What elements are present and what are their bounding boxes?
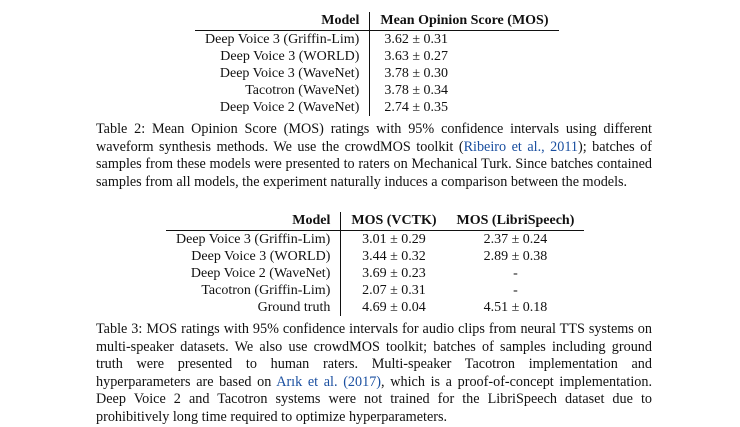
column-header-model: Model [166,212,341,231]
model-cell: Deep Voice 3 (WaveNet) [195,65,370,82]
mos-vctk-cell: 2.07 ± 0.31 [362,283,426,298]
mos-librispeech-cell: - [513,266,518,281]
model-cell: Tacotron (Griffin-Lim) [166,282,341,299]
table-row [195,48,559,65]
table-header-row [166,212,584,231]
column-header-mos: Mean Opinion Score (MOS) [370,12,559,31]
mos-cell: 3.62 ± 0.31 [384,32,449,47]
mos-vctk-cell: 4.69 ± 0.04 [362,300,426,315]
citation-link-ribeiro[interactable]: Ribeiro et al., 2011 [463,138,578,155]
mos-cell: 3.78 ± 0.34 [384,83,449,98]
table-3-caption [96,321,652,427]
model-cell: Deep Voice 3 (WORLD) [195,48,370,65]
table-row [166,282,584,299]
column-header-mos-vctk: MOS (VCTK) [341,212,447,231]
mos-cell: 3.78 ± 0.30 [384,66,449,81]
column-header-mos-librispeech: MOS (LibriSpeech) [447,212,585,231]
table-row [195,65,559,82]
model-cell: Deep Voice 3 (Griffin-Lim) [166,231,341,249]
table-row [195,82,559,99]
table-row [166,265,584,282]
table-header-row [195,12,559,31]
mos-librispeech-cell: 2.89 ± 0.38 [483,249,548,264]
mos-cell: 2.74 ± 0.35 [384,100,449,115]
model-cell: Deep Voice 2 (WaveNet) [195,99,370,116]
table-row [166,248,584,265]
caption-text: Table 2: Mean Opinion Score (MOS) ratings with 95% confidence intervals using different waveform synthesis methods. We use the crowdMOS toolkit ( [96,121,652,155]
mos-cell: 3.63 ± 0.27 [384,49,449,64]
model-cell: Ground truth [166,299,341,316]
table-2-caption [96,121,652,191]
mos-librispeech-cell: 4.51 ± 0.18 [483,300,548,315]
model-cell: Deep Voice 3 (Griffin-Lim) [195,31,370,49]
citation-link-arik[interactable]: Arık et al. (2017) [276,373,382,390]
caption-text: ); batches of samples from these models were presented to raters on Mechanical Turk. Since batches contained samples from all models, the experiment naturally induces a comparison between the models. [96,138,652,190]
mos-librispeech-cell: - [513,283,518,298]
mos-waveform-table [195,12,559,116]
mos-vctk-cell: 3.01 ± 0.29 [362,232,426,247]
mos-librispeech-cell: 2.37 ± 0.24 [483,232,548,247]
model-cell: Deep Voice 2 (WaveNet) [166,265,341,282]
model-cell: Deep Voice 3 (WORLD) [166,248,341,265]
table-row [195,31,559,49]
caption-text: Table 3: MOS ratings with 95% confidence intervals for audio clips from neural TTS systems on multi-speaker datasets. We also use crowdMOS toolkit; batches of samples including ground truth were presented to human raters. Multi-speaker Tacotron implementation and hyperparameters are based on [96,321,652,390]
table-row [166,299,584,316]
table-row [195,99,559,116]
column-header-model: Model [195,12,370,31]
table-row [166,231,584,249]
mos-vctk-cell: 3.69 ± 0.23 [362,266,426,281]
caption-text: , which is a proof-of-concept implementation. Deep Voice 2 and Tacotron systems were not trained for the LibriSpeech dataset due to prohibitively long time required to optimize hyperparameters. [96,373,653,425]
mos-vctk-cell: 3.44 ± 0.32 [362,249,426,264]
model-cell: Tacotron (WaveNet) [195,82,370,99]
mos-multispeaker-table [166,212,584,316]
